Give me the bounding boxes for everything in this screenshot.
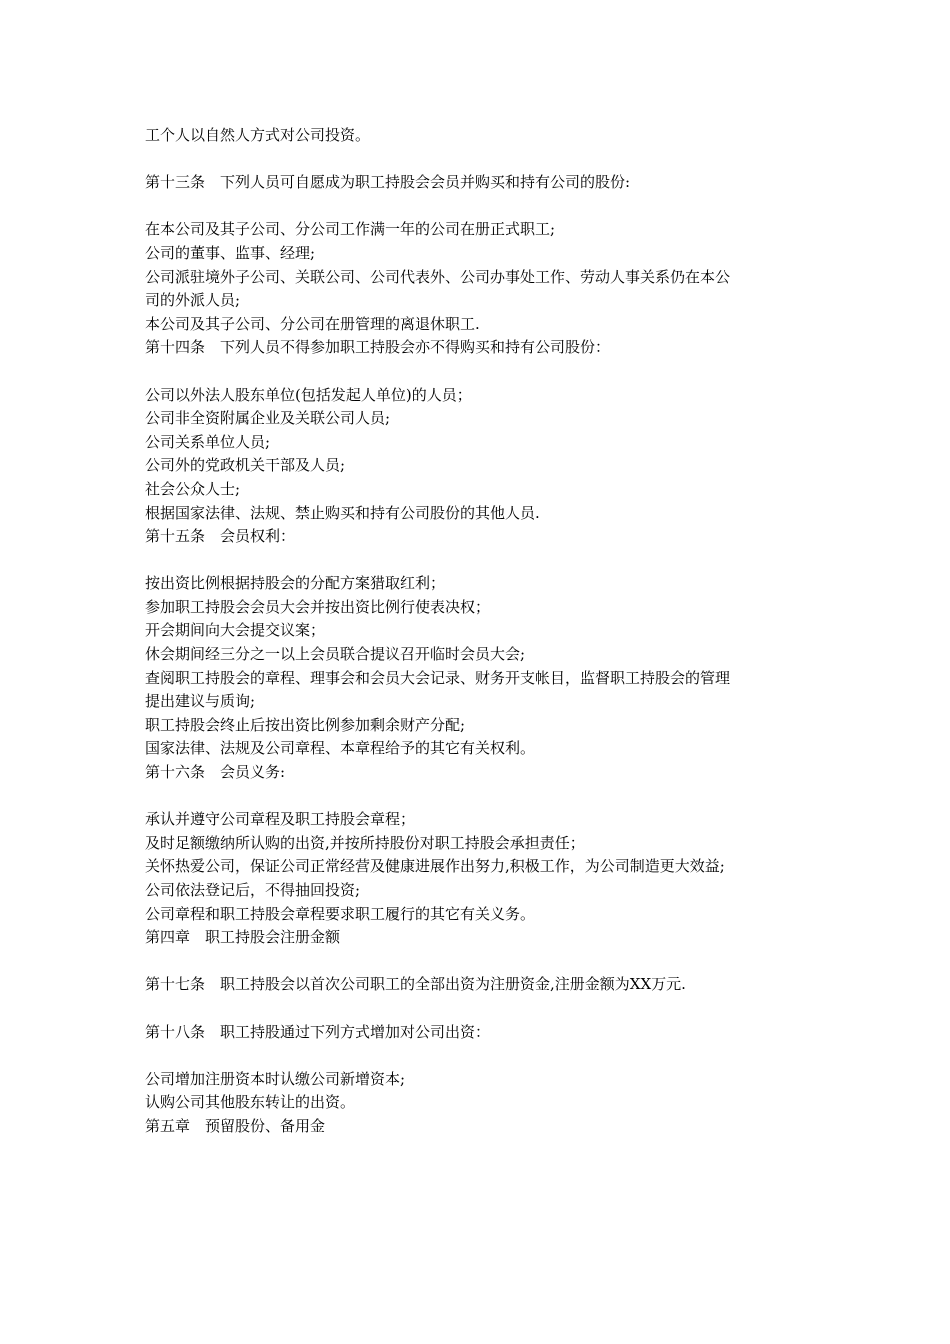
text-line: 按出资比例根据持股会的分配方案猎取红利； (145, 574, 446, 593)
text-line: 开会期间向大会提交议案； (145, 621, 326, 640)
article-heading: 第十三条 下列人员可自愿成为职工持股会会员并购买和持有公司的股份: (145, 173, 631, 192)
text-line: 参加职工持股会会员大会并按出资比例行使表决权； (145, 597, 491, 616)
article-heading: 第十七条 职工持股会以首次公司职工的全部出资为注册资金,注册金额为XX万元. (145, 975, 686, 994)
text-line: 认购公司其他股东转让的出资。 (145, 1093, 356, 1112)
blank-line (145, 195, 815, 219)
blank-line (145, 997, 815, 1021)
blank-line (145, 148, 815, 172)
text-line: 提出建议与质询; (145, 692, 256, 711)
text-line: 公司增加注册资本时认缴公司新增资本; (145, 1069, 406, 1088)
text-line: 工个人以自然人方式对公司投资。 (145, 126, 371, 144)
text-line: 社会公众人士; (145, 479, 241, 498)
article-heading: 第十六条 会员义务: (145, 763, 286, 782)
text-line: 关怀热爱公司，保证公司正常经营及健康进展作出努力,积极工作，为公司制造更大效益; (145, 857, 725, 876)
blank-line (145, 785, 815, 809)
text-line: 及时足额缴纳所认购的出资,并按所持股份对职工持股会承担责任； (145, 833, 585, 852)
text-line: 根据国家法律、法规、禁止购买和持有公司股份的其他人员. (145, 503, 540, 522)
text-line: 公司依法登记后，不得抽回投资; (145, 881, 361, 899)
text-line: 司的外派人员; (145, 291, 241, 310)
article-heading: 第十四条 下列人员不得参加职工持股会亦不得购买和持有公司股份： (145, 338, 611, 357)
text-line: 职工持股会终止后按出资比例参加剩余财产分配; (145, 715, 466, 734)
text-line: 公司的董事、监事、经理; (145, 243, 316, 262)
text-line: 公司外的党政机关干部及人员; (145, 456, 346, 475)
article-heading: 第十五条 会员权利： (145, 527, 296, 546)
text-line: 国家法律、法规及公司章程、本章程给予的其它有关权利。 (145, 739, 536, 758)
document-body (145, 124, 815, 1139)
blank-line (145, 950, 815, 974)
text-line: 公司关系单位人员; (145, 432, 271, 451)
text-line: 本公司及其子公司、分公司在册管理的离退休职工. (145, 314, 480, 333)
text-line: 公司章程和职工持股会章程要求职工履行的其它有关义务。 (145, 904, 536, 923)
text-line: 公司以外法人股东单位(包括发起人单位)的人员； (145, 385, 472, 404)
blank-line (145, 360, 815, 384)
blank-line (145, 549, 815, 573)
text-line: 承认并遵守公司章程及职工持股会章程； (145, 810, 416, 829)
text-line: 在本公司及其子公司、分公司工作满一年的公司在册正式职工; (145, 220, 556, 239)
text-line: 休会期间经三分之一以上会员联合提议召开临时会员大会; (145, 645, 526, 664)
blank-line (145, 1044, 815, 1068)
text-line: 公司非全资附属企业及关联公司人员; (145, 409, 391, 428)
chapter-heading: 第五章 预留股份、备用金 (145, 1116, 326, 1135)
text-line: 公司派驻境外子公司、关联公司、公司代表外、公司办事处工作、劳动人事关系仍在本公 (145, 267, 731, 286)
article-heading: 第十八条 职工持股通过下列方式增加对公司出资： (145, 1022, 491, 1041)
chapter-heading: 第四章 职工持股会注册金额 (145, 928, 341, 947)
text-line: 查阅职工持股会的章程、理事会和会员大会记录、财务开支帐目，监督职工持股会的管理 (145, 668, 731, 687)
